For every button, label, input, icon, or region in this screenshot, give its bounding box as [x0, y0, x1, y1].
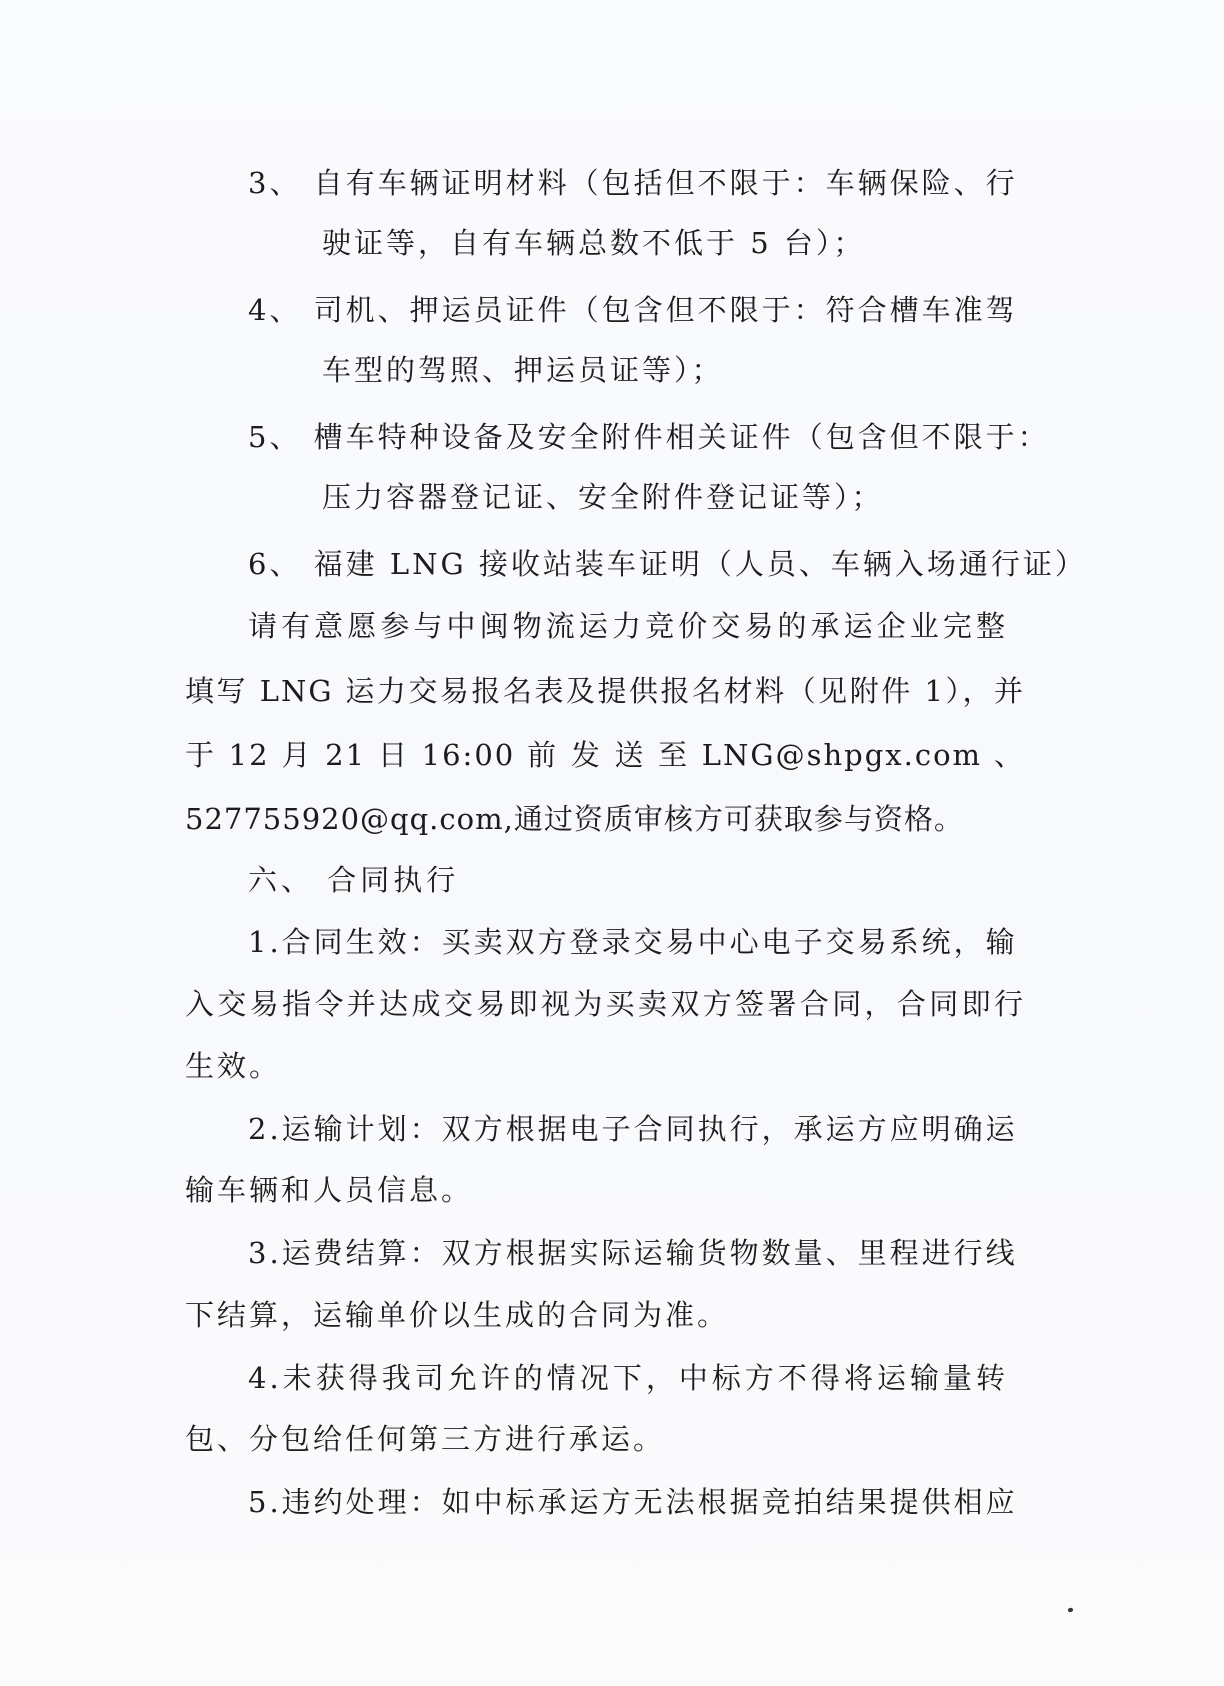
registration-paragraph-line-3: 于 12 月 21 日 16:00 前 发 送 至 LNG@shpgx.com 、: [185, 738, 1025, 772]
item-5-line-1: 5、 槽车特种设备及安全附件相关证件（包含但不限于：: [248, 420, 1050, 454]
freight-settlement-line-2: 下结算，运输单价以生成的合同为准。: [185, 1298, 730, 1332]
subcontract-restriction-line-2: 包、分包给任何第三方进行承运。: [185, 1422, 666, 1456]
item-3-line-1: 3、 自有车辆证明材料（包括但不限于：车辆保险、行: [248, 166, 1018, 200]
transport-plan-line-1: 2.运输计划：双方根据电子合同执行，承运方应明确运: [248, 1112, 1018, 1146]
registration-paragraph-line-4: 527755920@qq.com,通过资质审核方可获取参与资格。: [185, 802, 964, 836]
registration-paragraph-line-2: 填写 LNG 运力交易报名表及提供报名材料（见附件 1），并: [185, 674, 1025, 708]
section-heading: 六、 合同执行: [248, 863, 460, 897]
subcontract-restriction-line-1: 4.未获得我司允许的情况下，中标方不得将运输量转: [248, 1361, 1008, 1395]
scan-speck: [1067, 1607, 1073, 1612]
item-4-line-2: 车型的驾照、押运员证等）；: [322, 353, 724, 387]
item-6-line: 6、 福建 LNG 接收站装车证明（人员、车辆入场通行证）: [248, 547, 1087, 581]
contract-effect-line-1: 1.合同生效：买卖双方登录交易中心电子交易系统，输: [248, 925, 1018, 959]
transport-plan-line-2: 输车辆和人员信息。: [185, 1173, 474, 1207]
contract-effect-line-3: 生效。: [185, 1049, 282, 1083]
item-4-line-1: 4、 司机、押运员证件（包含但不限于：符合槽车准驾: [248, 293, 1018, 327]
contract-effect-line-2: 入交易指令并达成交易即视为买卖双方签署合同，合同即行: [185, 987, 1025, 1021]
registration-paragraph-line-1: 请有意愿参与中闽物流运力竞价交易的承运企业完整: [248, 609, 1008, 643]
freight-settlement-line-1: 3.运费结算：双方根据实际运输货物数量、里程进行线: [248, 1236, 1018, 1270]
item-5-line-2: 压力容器登记证、安全附件登记证等）；: [322, 480, 884, 514]
breach-handling-line-1: 5.违约处理：如中标承运方无法根据竞拍结果提供相应: [248, 1485, 1018, 1519]
item-3-line-2: 驶证等，自有车辆总数不低于 5 台）；: [322, 226, 866, 260]
